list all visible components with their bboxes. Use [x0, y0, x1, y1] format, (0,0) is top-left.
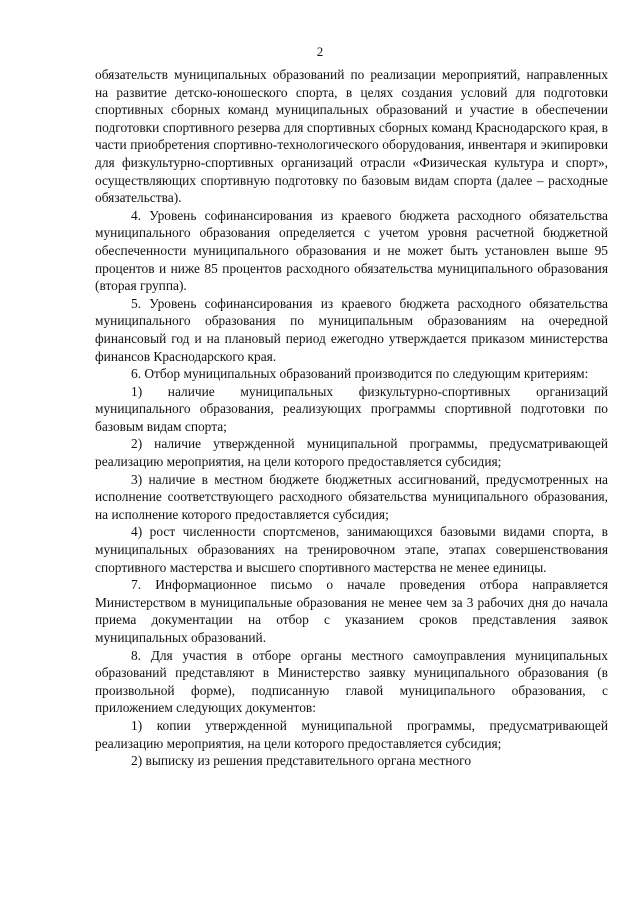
paragraph: 7. Информационное письмо о начале проведения отбора направляется Министерством в муниципальные образования не менее чем за 3 рабочих дня до начала приема документации на отбор с указанием сроков представления заявок муниципальных образований.: [95, 577, 608, 645]
paragraph: 8. Для участия в отборе органы местного самоуправления муниципальных образований представляют в Министерство заявку муниципального образования (в произвольной форме), подписанную главой муниципального образования, с приложением следующих документов:: [95, 647, 608, 716]
paragraph: 5. Уровень софинансирования из краевого бюджета расходного обязательства муниципального образования по муниципальным образованиям на очередной финансовый год и на плановый период ежегодно утверждается приказом министерства финансов Краснодарского края.: [95, 295, 608, 364]
paragraph: 2) наличие утвержденной муниципальной программы, предусматривающей реализацию мероприятия, на цели которого предоставляется субсидия;: [95, 436, 608, 470]
paragraph: обязательств муниципальных образований по реализации мероприятий, направленных на развитие детско-юношеского спорта, в целях создания условий для подготовки спортивных сборных команд муниципальных образований и участие в обеспечении подготовки спортивного резерва для спортивных сборных команд Краснодарского края, в части приобретения спортивно-технологического оборудования, инвентаря и экипировки для физкультурно-спортивных организаций отрасли «Физическая культура и спорт», осуществляющих спортивную подготовку по базовым видам спорта (далее – расходные обязательства).: [95, 67, 608, 206]
paragraph: 3) наличие в местном бюджете бюджетных ассигнований, предусмотренных на исполнение соответствующего расходного обязательства муниципального образования, на исполнение которого предоставляется субсидия;: [95, 471, 608, 522]
paragraph: 1) наличие муниципальных физкультурно-спортивных организаций муниципального образования, реализующих программы спортивной подготовки по базовым видам спорта;: [95, 383, 608, 434]
page-number: 2: [316, 44, 324, 59]
document-body: [95, 66, 608, 770]
paragraph: 1) копии утвержденной муниципальной программы, предусматривающей реализацию мероприятия, на цели которого предоставляется субсидия;: [95, 717, 608, 751]
paragraph: 6. Отбор муниципальных образований производится по следующим критериям:: [131, 366, 589, 382]
paragraph: 4. Уровень софинансирования из краевого бюджета расходного обязательства муниципального образования определяется с учетом уровня расчетной бюджетной обеспеченности муниципального образования и не может быть установлен выше 95 процентов и ниже 85 процентов расходного обязательства муниципального образования (вторая группа).: [95, 207, 608, 294]
paragraph: 2) выписку из решения представительного органа местного: [131, 753, 472, 769]
paragraph: 4) рост численности спортсменов, занимающихся базовыми видами спорта, в муниципальных образованиях на тренировочном этапе, этапах совершенствования спортивного мастерства и высшего спортивного мастерства не менее единицы.: [95, 524, 608, 575]
